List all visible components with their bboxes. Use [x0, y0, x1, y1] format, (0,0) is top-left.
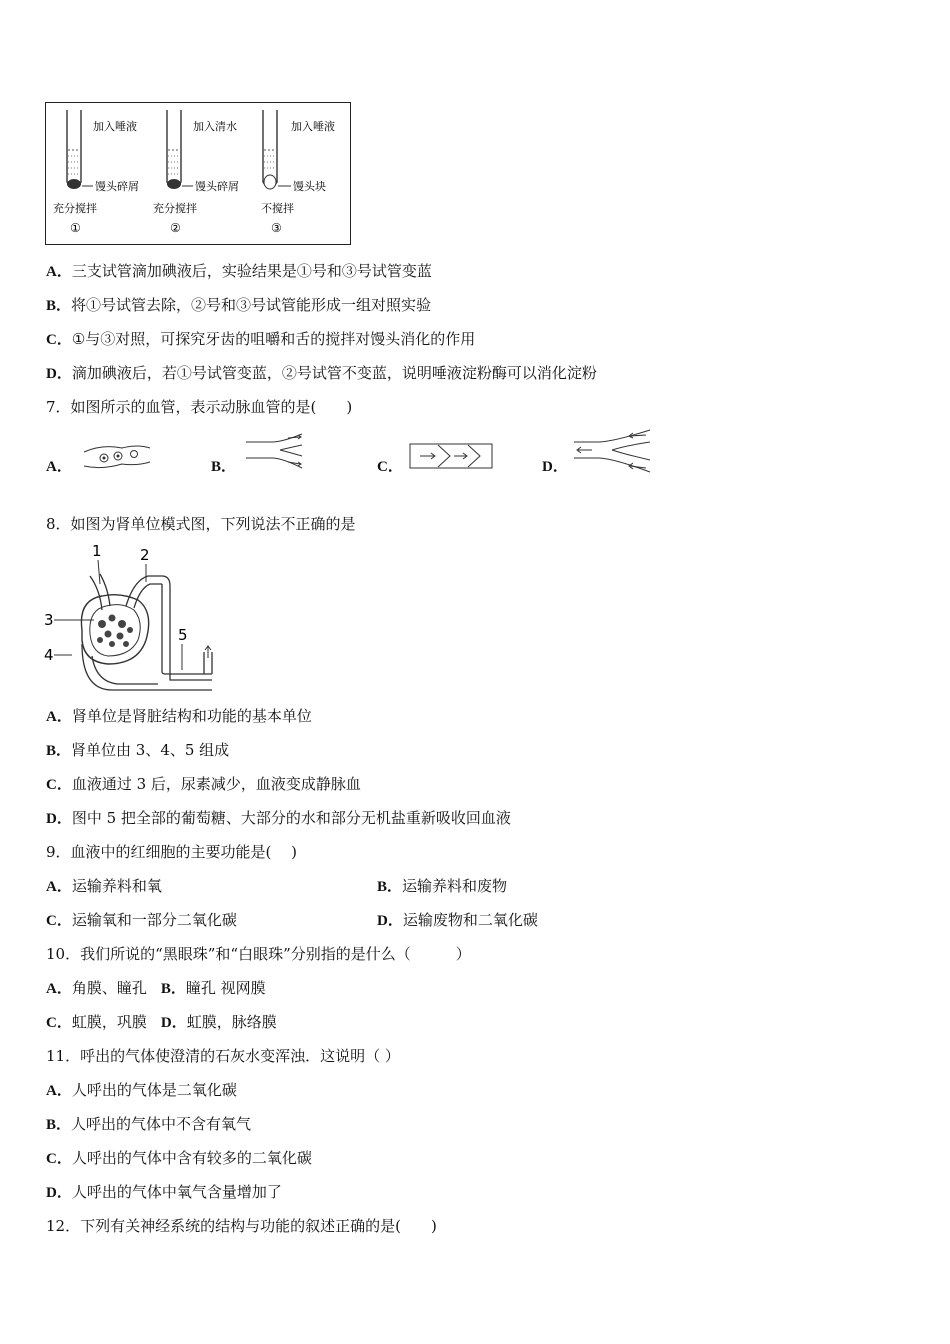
- q10-option-c[interactable]: C．虹膜，巩膜: [46, 1013, 147, 1031]
- tube-2-top-label: 加入清水: [193, 120, 237, 133]
- q7-vessel-a[interactable]: [82, 440, 152, 476]
- tube-1-top-label: 加入唾液: [93, 120, 137, 133]
- test-tube-3: [261, 110, 335, 235]
- q10-option-d[interactable]: D．虹膜，脉络膜: [160, 1013, 277, 1031]
- q11-option-a[interactable]: A．人呼出的气体是二氧化碳: [46, 1081, 237, 1099]
- q8-option-c[interactable]: C．血液通过 3 后，尿素减少，血液变成静脉血: [46, 775, 361, 793]
- test-tube-figure: [45, 102, 351, 245]
- q12-stem: 12．下列有关神经系统的结构与功能的叙述正确的是( ): [46, 1217, 437, 1235]
- tube-2-bottom-label: 充分搅拌: [153, 202, 197, 215]
- q7-option-a-label[interactable]: A．: [46, 459, 72, 475]
- q7-stem: 7．如图所示的血管，表示动脉血管的是( ): [46, 398, 353, 416]
- q9-stem: 9．血液中的红细胞的主要功能是( ): [46, 843, 298, 861]
- q11-stem: 11．呼出的气体使澄清的石灰水变浑浊．这说明（ ）: [46, 1047, 400, 1065]
- tube-3-number: ③: [271, 221, 282, 235]
- nephron-label-4: 4: [44, 646, 54, 664]
- tube-2-side-label: 馒头碎屑: [195, 180, 239, 193]
- q11-option-b[interactable]: B．人呼出的气体中不含有氧气: [46, 1115, 252, 1133]
- q11-option-c[interactable]: C．人呼出的气体中含有较多的二氧化碳: [46, 1149, 312, 1167]
- q8-option-b[interactable]: B．肾单位由 3、4、5 组成: [46, 741, 230, 759]
- q9-option-c[interactable]: C．运输氧和一部分二氧化碳: [46, 911, 237, 929]
- nephron-figure: [42, 540, 218, 702]
- q7-option-b-label[interactable]: B．: [211, 459, 237, 475]
- q8-option-d[interactable]: D．图中 5 把全部的葡萄糖、大部分的水和部分无机盐重新吸收回血液: [46, 809, 511, 827]
- q8-option-a[interactable]: A．肾单位是肾脏结构和功能的基本单位: [46, 707, 312, 725]
- q9-option-b[interactable]: B．运输养料和废物: [377, 877, 508, 895]
- q6-option-b[interactable]: B．将①号试管去除，②号和③号试管能形成一组对照实验: [46, 296, 432, 314]
- tube-1-bottom-label: 充分搅拌: [53, 202, 97, 215]
- q7-option-d-label[interactable]: D．: [542, 459, 568, 475]
- q9-option-a[interactable]: A．运输养料和氧: [46, 877, 162, 895]
- test-tube-2: [153, 110, 239, 235]
- test-tube-1: [53, 110, 139, 235]
- tube-3-side-label: 馒头块: [293, 180, 326, 193]
- q10-options-row-1: [46, 978, 266, 999]
- q8-stem: 8．如图为肾单位模式图，下列说法不正确的是: [46, 515, 356, 533]
- q10-stem: 10．我们所说的“黑眼珠”和“白眼珠”分别指的是什么（ ）: [46, 945, 471, 963]
- q9-option-d[interactable]: D．运输废物和二氧化碳: [377, 911, 538, 929]
- q7-vessel-d[interactable]: [572, 428, 652, 478]
- nephron-label-3: 3: [44, 611, 54, 629]
- tube-2-number: ②: [170, 221, 181, 235]
- q11-option-d[interactable]: D．人呼出的气体中氧气含量增加了: [46, 1183, 282, 1201]
- tube-3-top-label: 加入唾液: [291, 120, 335, 133]
- tube-3-bottom-label: 不搅拌: [261, 202, 294, 215]
- nephron-label-5: 5: [178, 626, 188, 644]
- tube-1-side-label: 馒头碎屑: [95, 180, 139, 193]
- q7-option-c-label[interactable]: C．: [377, 459, 403, 475]
- q10-option-b[interactable]: B．瞳孔 视网膜: [160, 979, 266, 997]
- q6-option-a[interactable]: A．三支试管滴加碘液后，实验结果是①号和③号试管变蓝: [46, 262, 432, 280]
- nephron-label-2: 2: [140, 546, 150, 564]
- tube-1-number: ①: [70, 221, 81, 235]
- nephron-label-1: 1: [92, 542, 102, 560]
- q6-option-c[interactable]: C．①与③对照，可探究牙齿的咀嚼和舌的搅拌对馒头消化的作用: [46, 330, 476, 348]
- q7-vessel-b[interactable]: [244, 432, 306, 476]
- q7-vessel-c[interactable]: [408, 441, 494, 475]
- q6-option-d[interactable]: D．滴加碘液后，若①号试管变蓝，②号试管不变蓝，说明唾液淀粉酶可以消化淀粉: [46, 364, 597, 382]
- q10-option-a[interactable]: A．角膜、瞳孔: [46, 979, 147, 997]
- q10-options-row-2: [46, 1012, 277, 1033]
